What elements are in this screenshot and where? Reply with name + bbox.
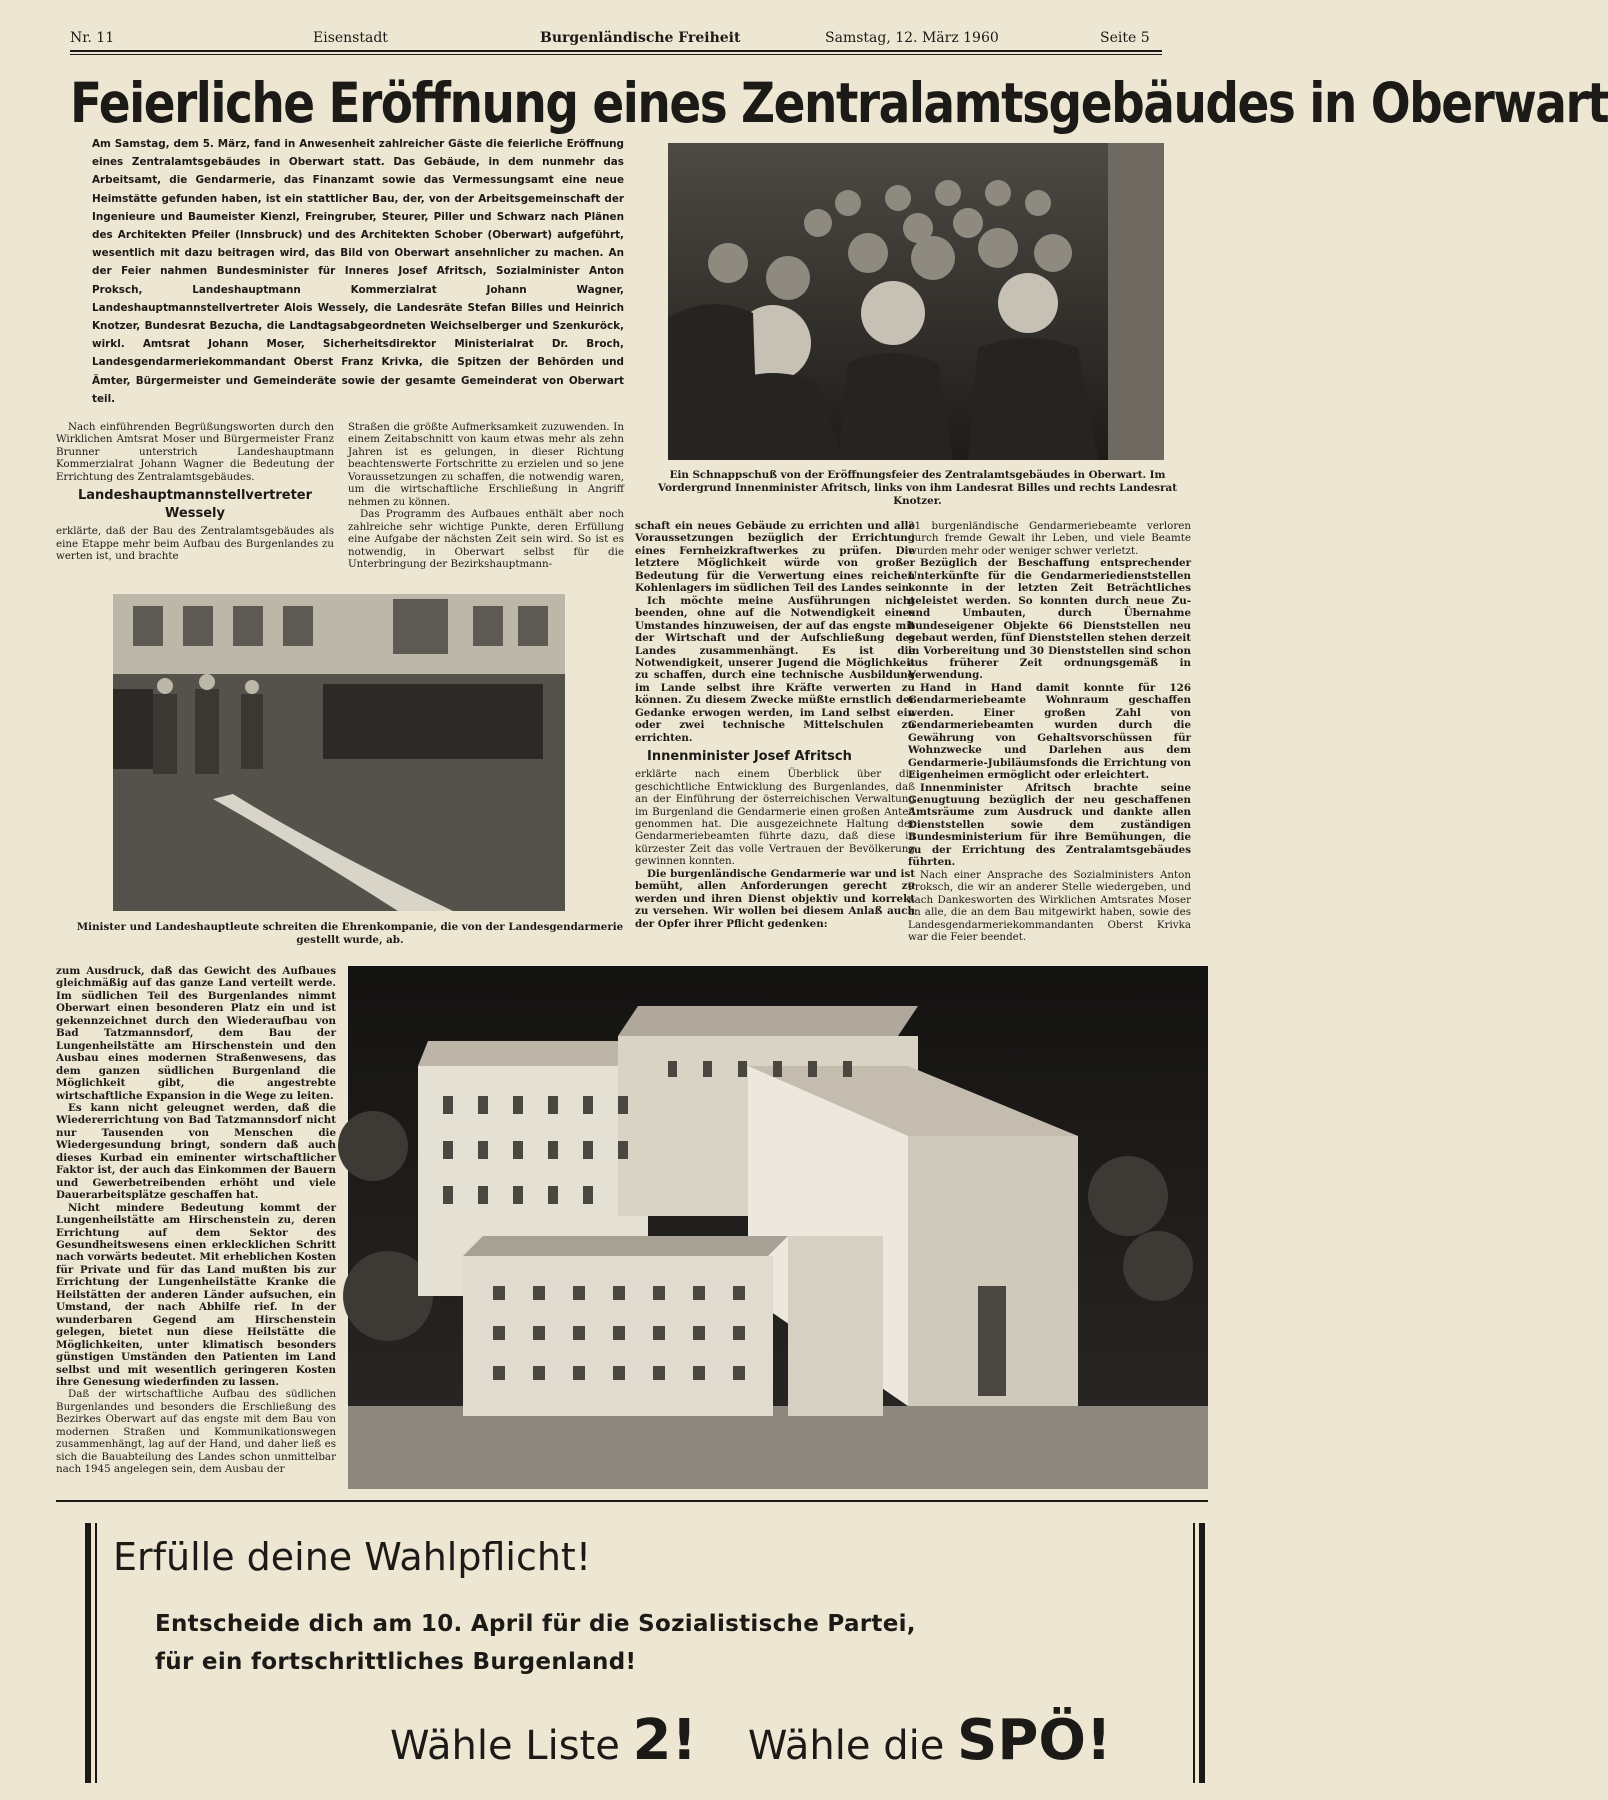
column-3 <box>635 520 915 930</box>
lead-paragraph: Am Samstag, dem 5. März, fand in Anwesenheit zahlreicher Gäste die feierliche Eröffnung eines Zentralamtsgebäudes in Oberwart statt. Das Gebäude, in dem nunmehr das Arbeitsamt, die Gendarmerie, das Finanzamt sowie das Vermessungsamt eine neue Heimstätte gefunden haben, ist ein stattlicher Bau, der, von der Arbeitsgemeinschaft der Ingenieure und Baumeister Kienzl, Freingruber, Steurer, Piller und Schwarz nach Plänen des Architekten Pfeiler (Innsbruck) und des Architekten Schober (Oberwart) aufgeführt, wesentlich mit dazu beitragen wird, das Bild von Oberwart ansehnlicher zu machen. An der Feier nahmen Bundesminister für Inneres Josef Afritsch, Sozialminister Anton Proksch, Landeshauptmann Kommerzialrat Johann Wagner, Landeshauptmannstellvertreter Alois Wessely, die Landesräte Stefan Billes und Heinrich Knotzer, Bundesrat Bezucha, die Landtagsabgeordneten Weichselberger und Szenkuröck, wirkl. Amtsrat Johann Moser, Sicherheitsdirektor Ministerialrat Dr. Broch, Landesgendarmeriekommandant Oberst Franz Krivka, die Spitzen der Behörden und Ämter, Bürgermeister und Gemeinderäte sowie der gesamte Gemeinderat von Oberwart teil. <box>92 138 624 405</box>
col5-paragraph-4: Daß der wirtschaftliche Aufbau des südlichen Burgenlandes und besonders die Erschließung des Bezirkes Oberwart auf das engste mit dem Bau von modernen Straßen und Kommunikationswegen zusammenhängt, lag auf der Hand, und daher ließ es sich die Bauabteilung des Landes schon unmittelbar nach 1945 angelegen sein, dem Ausbau der <box>56 1388 336 1476</box>
ad-separator <box>56 1500 1208 1502</box>
subhead-afritsch: Innenminister Josef Afritsch <box>647 749 852 765</box>
ad-list-number: 2! <box>632 1708 698 1773</box>
col2-paragraph: Straßen die größte Aufmerksamkeit zuzuwenden. In einem Zeitabschnitt von kaum etwas mehr als zehn Jahren ist es gelungen, in dieser Richtung beachtenswerte Fortschritte zu erzielen und so jene Voraussetzungen zu schaffen, die notwendig waren, um die wirtschaftliche Erschließung in Angriff nehmen zu können. <box>348 421 624 508</box>
col4-paragraph: 31 burgenländische Gendarmeriebeamte verloren durch fremde Gewalt ihr Leben, und viele Beamte wurden mehr oder weniger schwer verletzt. <box>908 520 1191 557</box>
ad-bar-left-thin <box>95 1523 97 1783</box>
ad-vote-party: Wähle die <box>747 1723 945 1769</box>
col4-paragraph-4: Innenminister Afritsch brachte seine Genugtuung bezüglich der neu geschaffenen Amtsräume zum Ausdruck und dankte allen Dienststellen sowie dem zuständigen Bundesministerium für ihre Bemühungen, die zu der Errichtung des Zentralamtsgebäudes führten. <box>908 781 1191 869</box>
honor-guard-photo-graphic <box>113 594 565 911</box>
page-header <box>70 30 1155 52</box>
column-1 <box>56 421 334 563</box>
col3-paragraph-2: Ich möchte meine Ausführungen nicht beenden, ohne auf die Notwendigkeit eines Umstandes hinzuweisen, der auf das engste mit der Wirtschaft und der Aufschließung des Landes zusammenhängt. Es ist die Notwendigkeit, unserer Jugend die Möglichkeit zu schaffen, durch eine technische Ausbildung im Lande selbst ihre Kräfte verwerten zu können. Zu diesem Zwecke müßte ernstlich der Gedanke erwogen werden, im Land selbst ein oder zwei technische Mittelschulen zu errichten. <box>635 594 915 744</box>
col1-paragraph: Nach einführenden Begrüßungsworten durch den Wirklichen Amtsrat Moser und Bürgermeister Franz Brunner unterstrich Landeshauptmann Kommerzialrat Johann Wagner die Bedeutung der Errichtung des Zentralamtsgebäudes. <box>56 421 334 483</box>
photo2-caption: Minister und Landeshauptleute schreiten die Ehrenkompanie, die von der Landesgendarmerie gestellt wurde, ab. <box>76 921 624 946</box>
photo-honor-guard <box>113 594 565 911</box>
col4-paragraph-2: Bezüglich der Beschaffung entsprechender Unterkünfte für die Gendarmeriedienststellen konnte in der letzten Zeit Beträchtliches geleistet werden. So konnten durch neue Zu- und Umbauten, durch Übernahme bundeseigener Objekte 66 Dienststellen neu gebaut werden, fünf Dienststellen stehen derzeit in Vorbereitung und 30 Dienststellen sind schon aus früherer Zeit ordnungsgemäß in Verwendung. <box>908 557 1191 682</box>
column-5 <box>56 965 336 1476</box>
building-model-graphic <box>348 966 1208 1489</box>
col4-paragraph-3: Hand in Hand damit konnte für 126 Gendarmeriebeamte Wohnraum geschaffen werden. Einer großen Zahl von Gendarmeriebeamten wurden durch die Gewährung von Gehaltsvorschüssen für Wohnzwecke und Darlehen aus dem Gendarmerie-Jubiläumsfonds die Errichtung von Eigenheimen ermöglicht oder erleichtert. <box>908 681 1191 782</box>
issue-number: Nr. 11 <box>70 30 115 46</box>
header-rule <box>70 50 1162 52</box>
col5-paragraph-2: Es kann nicht geleugnet werden, daß die Wiedererrichtung von Bad Tatzmannsdorf nicht nur Tausenden von Menschen die Wiedergesundung bringt, sondern daß auch dieses Kurbad ein eminenter wirtschaftlicher Faktor ist, der auch das Einkommen der Bauern und Gewerbetreibenden erhöht und viele Dauerarbeitsplätze geschaffen hat. <box>56 1101 336 1202</box>
photo-audience <box>668 143 1164 460</box>
col3-paragraph: schaft ein neues Gebäude zu errichten und alle Voraussetzungen bezüglich der Errichtung eines Fernheizkraftwerkes zu prüfen. Die letztere Möglichkeit würde von großer Bedeutung für die Verwertung eines reichen Kohlenlagers im südlichen Teil des Landes sein. <box>635 520 915 595</box>
headline: Feierliche Eröffnung eines Zentralamtsgebäudes in Oberwart <box>70 71 1608 137</box>
column-4 <box>908 520 1191 943</box>
header-rule-thin <box>70 54 1162 55</box>
col1-paragraph-2: erklärte, daß der Bau des Zentralamtsgebäudes als eine Etappe mehr beim Aufbau des Burgenlandes zu werten ist, und brachte <box>56 525 334 563</box>
date: Samstag, 12. März 1960 <box>825 30 999 46</box>
ad-line-4 <box>390 1708 1112 1773</box>
col5-paragraph-3: Nicht mindere Bedeutung kommt der Lungenheilstätte am Hirschenstein zu, deren Errichtung auf dem Sektor des Gesundheitswesens einen erklecklichen Schritt nach vorwärts bedeutet. Mit erheblichen Kosten für Private und für das Land mußten bis zur Errichtung der Lungenheilstätte Kranke die Heilstätten der anderen Länder aufsuchen, ein Umstand, der nach Abhilfe rief. In der wunderbaren Gegend am Hirschenstein gelegen, bietet nun diese Heilstätte die Möglichkeiten, unter klimatisch besonders günstigen Umständen den Patienten im Land selbst und mit wesentlich geringeren Kosten ihre Genesung wiederfinden zu lassen. <box>56 1201 336 1388</box>
col3-paragraph-4: Die burgenländische Gendarmerie war und ist bemüht, allen Anforderungen gerecht zu werden und ihren Dienst objektiv und korrekt zu versehen. Wir wollen bei diesem Anlaß auch der Opfer ihrer Pflicht gedenken: <box>635 867 915 930</box>
ad-bar-right <box>1199 1523 1205 1783</box>
ad-line-2: Entscheide dich am 10. April für die Sozialistische Partei, <box>155 1611 916 1637</box>
ad-line-3: für ein fortschrittliches Burgenland! <box>155 1649 637 1675</box>
ad-bar-left <box>85 1523 91 1783</box>
page-number: Seite 5 <box>1100 30 1150 46</box>
audience-photo-graphic <box>668 143 1164 460</box>
column-2 <box>348 421 624 570</box>
ad-vote-list: Wähle Liste <box>390 1723 620 1769</box>
election-ad <box>85 1523 1207 1783</box>
ad-bar-right-thin <box>1193 1523 1195 1783</box>
col5-paragraph: zum Ausdruck, daß das Gewicht des Aufbaues gleichmäßig auf das ganze Land verteilt werde. Im südlichen Teil des Burgenlandes nimmt Oberwart einen besonderen Platz ein und ist gekennzeichnet durch den Wiederaufbau von Bad Tatzmannsdorf, dem Bau der Lungenheilstätte am Hirschenstein und den Ausbau eines modernen Straßenwesens, das dem ganzen südlichen Burgenland die Möglichkeit gibt, die angestrebte wirtschaftliche Expansion in die Wege zu leiten. <box>56 965 336 1102</box>
col3-paragraph-3: erklärte nach einem Überblick über die geschichtliche Entwicklung des Burgenlandes, daß an der Einführung der österreichischen Verwaltung im Burgenland die Gendarmerie einen großen Anteil genommen hat. Die ausgezeichnete Haltung der Gendarmeriebeamten führte dazu, daß diese in kürzester Zeit das volle Vertrauen der Bevölkerung gewinnen konnten. <box>635 768 915 868</box>
place: Eisenstadt <box>313 30 388 46</box>
subhead-wessely: Landeshauptmannstellvertreter Wessely <box>77 488 313 522</box>
ad-slogan: Erfülle deine Wahlpflicht! <box>113 1535 592 1579</box>
paper-name: Burgenländische Freiheit <box>540 30 741 46</box>
ad-party-name: SPÖ! <box>957 1708 1112 1773</box>
col2-paragraph-2: Das Programm des Aufbaues enthält aber noch zahlreiche sehr wichtige Punkte, deren Erfüllung eine Aufgabe der nächsten Zeit sein wird. So ist es notwendig, in Oberwart selbst für die Unterbringung der Bezirkshauptmann- <box>348 508 624 570</box>
photo-building-model <box>348 966 1208 1489</box>
photo1-caption: Ein Schnappschuß von der Eröffnungsfeier des Zentralamtsgebäudes in Oberwart. Im Vordergrund Innenminister Afritsch, links von ihm Landesrat Billes und rechts Landesrat Knotzer. <box>658 469 1177 507</box>
col4-paragraph-5: Nach einer Ansprache des Sozialministers Anton Proksch, die wir an anderer Stelle wiedergeben, und nach Dankesworten des Wirklichen Amtsrates Moser an alle, die an dem Bau mitgewirkt haben, sowie des Landesgendarmeriekommandanten Oberst Krivka war die Feier beendet. <box>908 868 1191 943</box>
